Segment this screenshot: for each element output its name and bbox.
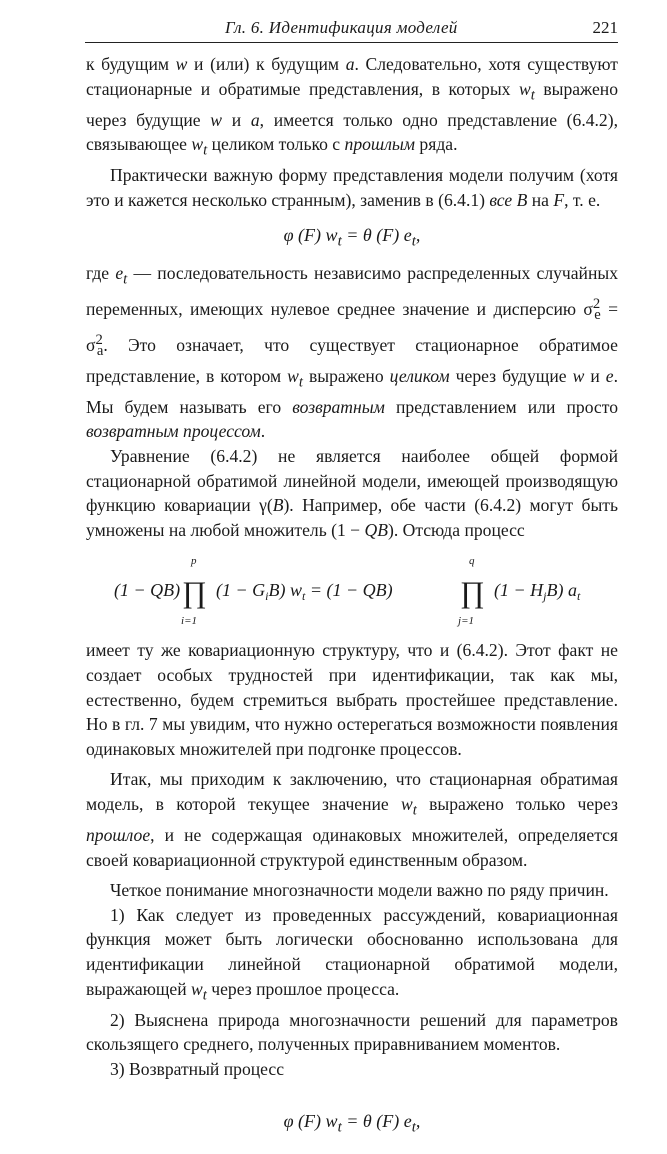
text-body <box>86 52 618 1153</box>
eq-left-factor: (1 − QB) <box>114 580 181 601</box>
equation-backward-process: φ (F) $w_t = \theta$ (F) $e_t$, <box>283 224 421 250</box>
equation-backward-process-repeat: φ (F) $w_t = \theta$ (F) $e_t$, <box>283 1111 421 1137</box>
list-item-3: 3) Возвратный процесс <box>110 1058 285 1079</box>
eq-product-1: ∏ <box>182 576 207 610</box>
paragraph-4: Уравнение (6.4.2) не является наиболее общей формой стационарной обратимой линейной модели, имеющей производящую функцию ковариации γ(B). Например, обе части (6.4.2) могут быть умножены на любой множитель (1 − QB). Отсюда процесс <box>86 445 618 540</box>
paragraph-2: Практически важную форму представления модели получим (хотя это и кажется несколько странным), заменив в (6.4.1) все B на F, т. е. <box>86 165 618 210</box>
eq-product-2: ∏ <box>460 576 485 610</box>
list-item-2: 2) Выяснена природа многозначности решений для параметров скользящего среднего, полученных приравниванием моментов. <box>86 1009 618 1055</box>
paragraph-3: где $e_t$ — последовательность независимо распределенных случайных переменных, имеющих нулевое среднее значение и дисперсию $\sigma^2_e = \sigma^2_a$. Это означает, что существует стационарное обратимое представление, в котором $w_t$ выражено целиком через будущие w и e. Мы будем называть его возвратным представлением или просто возвратным процессом. <box>86 262 619 442</box>
paragraph-1: к будущим w и (или) к будущим a. Следовательно, хотя существуют стационарные и обратимые представления, в которых $w_t$ выражено через будущие w и a, имеется только одно представление (6.4.2), связывающее $w_t$ целиком только с прошлым ряда. <box>86 54 618 159</box>
chapter-title: Гл. 6. Идентификация моделей <box>225 18 458 37</box>
product-equation-svg <box>86 546 618 632</box>
eq-upper-q: q <box>469 555 475 568</box>
paragraph-5: имеет ту же ковариационную структуру, что и (6.4.2). Этот факт не создает особых трудностей при идентификации, так как мы, естественно, будем стремиться выбрать простейшее представление. Но в гл. 7 мы увидим, что нужно остерегаться возможности появления одинаковых множителей при подгонке процессов. <box>86 640 618 759</box>
list-item-1: 1) Как следует из проведенных рассуждений, ковариационная функция может быть логически обоснованно использована для идентификации линейной стационарной обратимой модели, выражающей $w_t$ через прошлое процесса. <box>86 904 618 1004</box>
eq-left-terms: $(1 - G_iB)$ $w_t = (1 - QB)$ <box>216 580 393 604</box>
eq-right-terms: $(1 - H_jB)$ $a_t$ <box>494 580 581 604</box>
page-number: 221 <box>592 18 618 37</box>
running-header <box>85 14 618 43</box>
eq-lower-i: i=1 <box>181 615 197 628</box>
paragraph-7: Четкое понимание многозначности модели важно по ряду причин. <box>110 880 609 901</box>
eq-lower-j: j=1 <box>458 615 474 628</box>
eq-upper-p: p <box>191 555 197 568</box>
equation-common-factor <box>86 546 618 632</box>
paragraph-6: Итак, мы приходим к заключению, что стационарная обратимая модель, в которой текущее значение $w_t$ выражено только через прошлое, и не содержащая одинаковых множителей, определяется своей ковариационной структурой единственным образом. <box>86 769 618 870</box>
